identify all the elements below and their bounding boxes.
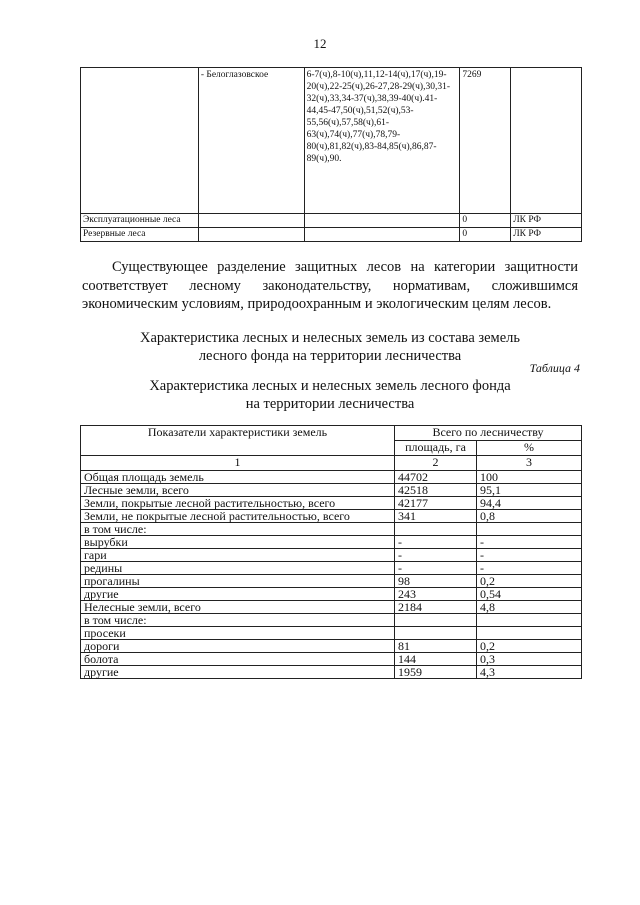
percent-value: 0,54 [477,588,582,601]
column-number: 2 [395,456,477,471]
percent-value: 0,3 [477,653,582,666]
table-row [81,228,582,242]
table-cell [304,228,460,242]
table-title-line: Характеристика лесных и нелесных земель лесного фонда [149,378,511,394]
column-number: 3 [477,456,582,471]
area-value: - [395,549,477,562]
area-value: 44702 [395,471,477,484]
table-cell [198,228,304,242]
row-label: Нелесные земли, всего [81,601,395,614]
area-value: 144 [395,653,477,666]
header-cell: площадь, га [395,441,477,456]
row-label: гари [81,549,395,562]
row-label: вырубки [81,536,395,549]
forest-categories-table [80,67,582,242]
row-label: Лесные земли, всего [81,484,395,497]
row-label: Земли, покрытые лесной растительностью, всего [81,497,395,510]
section-heading [80,329,580,365]
row-label: другие [81,666,395,679]
table-cell: - Белоглазовское [198,68,304,214]
area-value [395,614,477,627]
table-row [81,614,582,627]
area-value: 42177 [395,497,477,510]
table-cell: 6-7(ч),8-10(ч),11,12-14(ч),17(ч),19-20(ч),22-25(ч),26-27,28-29(ч),30,31-32(ч),33,34-37(ч),38,39-40(ч).41-44,45-47,50(ч),51,52(ч),53-55,56(ч),57,58(ч),61-63(ч),74(ч),77(ч),78,79-80(ч),81,82(ч),83-84,85(ч),86,87-89(ч),90. [304,68,460,214]
area-value: 243 [395,588,477,601]
percent-value: - [477,562,582,575]
table-row [81,562,582,575]
table-cell: 7269 [460,68,511,214]
area-value: 81 [395,640,477,653]
table-cell [198,214,304,228]
header-cell: Показатели характеристики земель [81,426,395,456]
table-row [81,588,582,601]
table-row [81,497,582,510]
area-value: 42518 [395,484,477,497]
area-value: - [395,562,477,575]
row-label: прогалины [81,575,395,588]
percent-value: 0,2 [477,575,582,588]
percent-value: 100 [477,471,582,484]
table-title-line: на территории лесничества [245,396,415,412]
section-heading-line: лесного фонда на территории лесничества [198,348,462,364]
area-value: 341 [395,510,477,523]
percent-value: 0,8 [477,510,582,523]
table-row [81,549,582,562]
row-label: редины [81,562,395,575]
table-row [81,601,582,614]
column-number: 1 [81,456,395,471]
table-row [81,640,582,653]
header-cell: Всего по лесничеству [395,426,582,441]
row-label: в том числе: [81,523,395,536]
area-value: 2184 [395,601,477,614]
page-number: 12 [313,36,327,51]
table-cell: ЛК РФ [511,214,582,228]
area-value: 98 [395,575,477,588]
table-row [81,523,582,536]
table-cell: 0 [460,228,511,242]
table-cell [304,214,460,228]
table-cell: Резервные леса [81,228,199,242]
section-heading-line: Характеристика лесных и нелесных земель из состава земель [139,330,521,346]
table-row [81,510,582,523]
column-number-row [81,456,582,471]
table-row [81,68,582,214]
land-characteristics-table [80,425,582,679]
percent-value: 94,4 [477,497,582,510]
percent-value: 4,8 [477,601,582,614]
percent-value [477,627,582,640]
area-value: 1959 [395,666,477,679]
header-cell: % [477,441,582,456]
table-cell: Эксплуатационные леса [81,214,199,228]
table-cell [81,68,199,214]
area-value [395,627,477,640]
table-row [81,536,582,549]
body-paragraph: Существующее разделение защитных лесов на категории защитности соответствует лесному законодательству, нормативам, сложившимся экономическим условиям, природоохранным и экологическим целям лесов. [82,259,578,312]
area-value: - [395,536,477,549]
row-label: дороги [81,640,395,653]
table-cell: ЛК РФ [511,228,582,242]
table-caption-label: Таблица 4 [529,361,580,375]
table-title [80,377,580,413]
percent-value [477,523,582,536]
table-row [81,627,582,640]
table-row [81,666,582,679]
area-value [395,523,477,536]
row-label: Общая площадь земель [81,471,395,484]
table-row [81,214,582,228]
percent-value: 4,3 [477,666,582,679]
table-row [81,471,582,484]
row-label: болота [81,653,395,666]
percent-value: - [477,536,582,549]
row-label: Земли, не покрытые лесной растительностью, всего [81,510,395,523]
percent-value: 95,1 [477,484,582,497]
row-label: другие [81,588,395,601]
percent-value: - [477,549,582,562]
table-row [81,484,582,497]
table-row [81,575,582,588]
percent-value: 0,2 [477,640,582,653]
table-cell [511,68,582,214]
percent-value [477,614,582,627]
row-label: в том числе: [81,614,395,627]
table-row [81,653,582,666]
table-cell: 0 [460,214,511,228]
row-label: просеки [81,627,395,640]
table-header-row [81,426,582,441]
